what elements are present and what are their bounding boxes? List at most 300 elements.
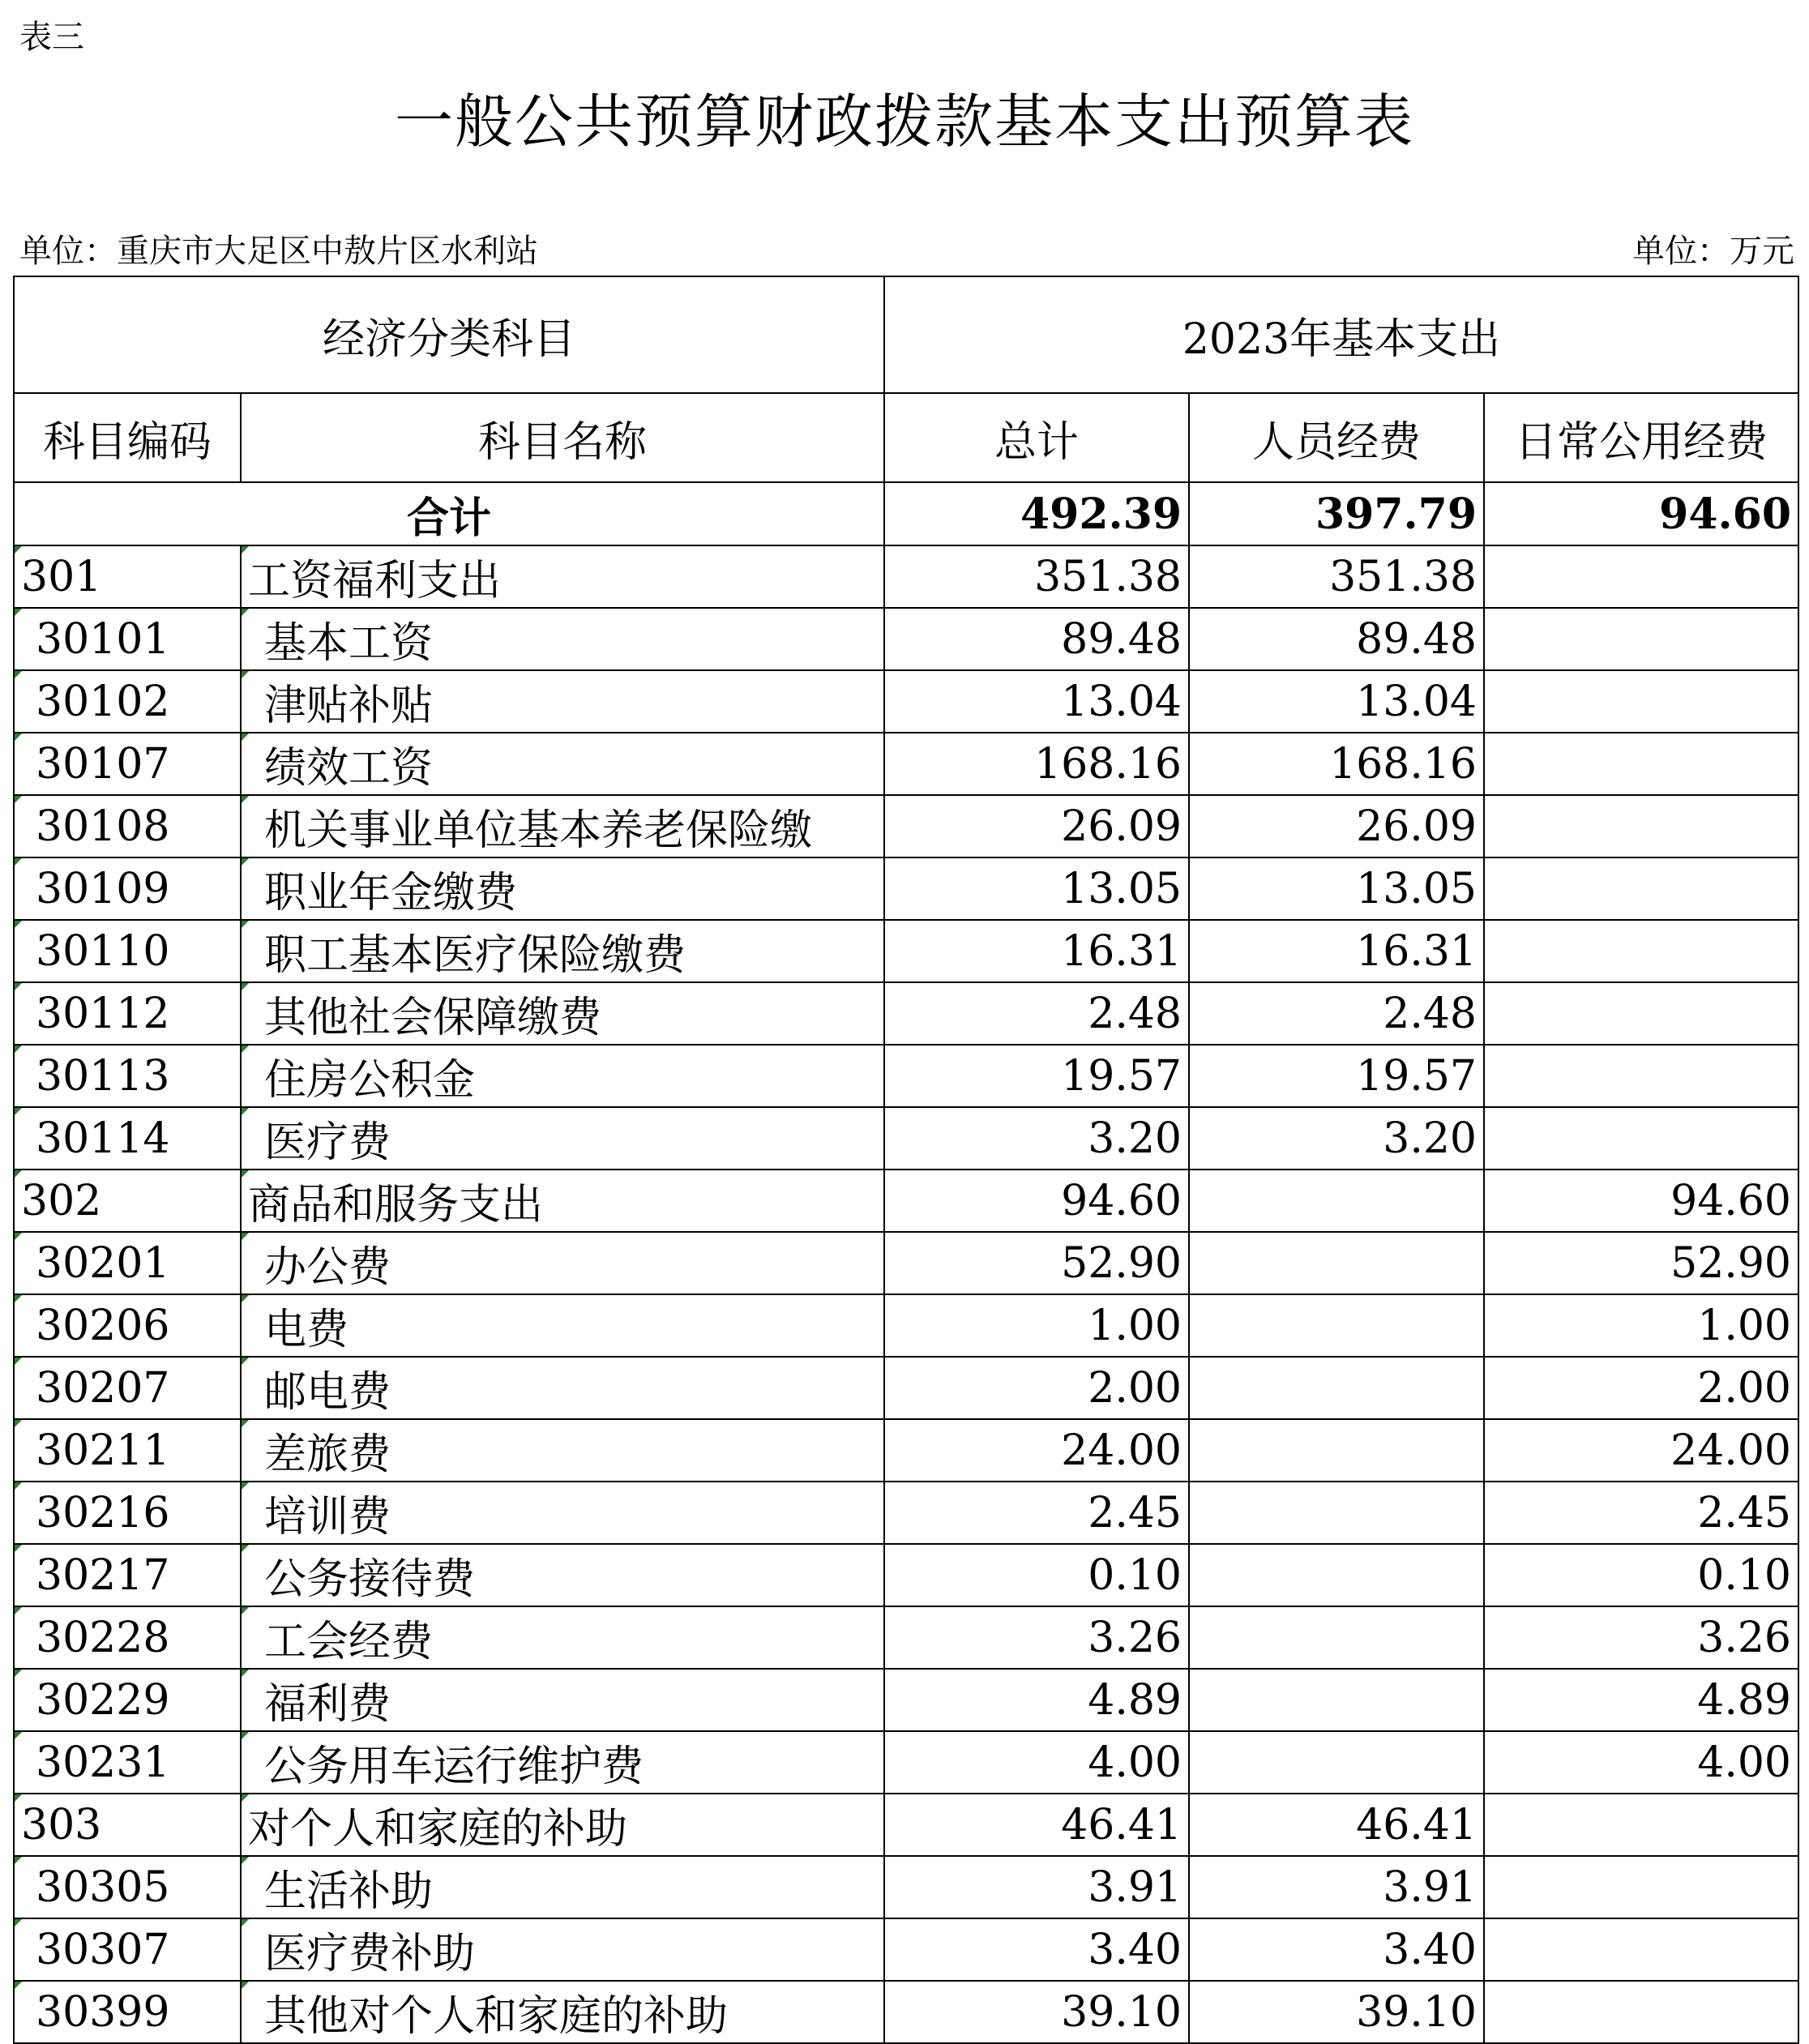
row-name <box>241 1232 884 1294</box>
row-daily <box>1484 1794 1798 1856</box>
table-row <box>14 1232 1798 1294</box>
row-total-text: 13.04 <box>1061 677 1182 726</box>
row-total <box>884 733 1189 795</box>
cell-marker-icon <box>15 1170 22 1178</box>
row-name-text: 生活补助 <box>264 1867 434 1916</box>
row-code-text: 30110 <box>36 926 170 976</box>
row-name-text: 公务接待费 <box>264 1555 476 1604</box>
row-total-text: 19.57 <box>1061 1051 1182 1101</box>
column-header-personnel: 人员经费 <box>1189 393 1484 482</box>
table-row <box>14 1918 1798 1981</box>
row-total <box>884 1669 1189 1731</box>
row-code <box>14 670 241 733</box>
table-row <box>14 545 1798 608</box>
row-daily <box>1484 1170 1798 1232</box>
row-personnel-text: 2.48 <box>1383 989 1478 1038</box>
row-name-text: 医疗费 <box>264 1118 391 1167</box>
table-row <box>14 1107 1798 1170</box>
row-personnel-text: 3.40 <box>1383 1925 1478 1974</box>
cell-marker-icon <box>15 1545 22 1552</box>
row-code <box>14 1232 241 1294</box>
row-daily-text: 24.00 <box>1670 1426 1792 1475</box>
row-code-text: 30207 <box>36 1363 170 1413</box>
row-total-text: 52.90 <box>1061 1238 1182 1288</box>
row-name <box>241 1294 884 1357</box>
cell-marker-icon <box>242 1046 249 1053</box>
row-daily <box>1484 1107 1798 1170</box>
unit-organization: 单位：重庆市大足区中敖片区水利站 <box>19 233 538 270</box>
cell-marker-icon <box>242 1545 249 1552</box>
row-total <box>884 1107 1189 1170</box>
column-header-name: 科目名称 <box>241 393 884 482</box>
row-code <box>14 1606 241 1669</box>
row-personnel <box>1189 920 1484 982</box>
row-daily-text: 94.60 <box>1670 1176 1792 1225</box>
row-total <box>884 1170 1189 1232</box>
cell-marker-icon <box>242 733 249 741</box>
row-daily <box>1484 1294 1798 1357</box>
cell-marker-icon <box>242 546 249 554</box>
table-row <box>14 795 1798 857</box>
row-personnel-text: 26.09 <box>1356 802 1478 851</box>
row-code <box>14 1045 241 1107</box>
row-total-text: 4.00 <box>1088 1738 1182 1787</box>
budget-table <box>13 276 1799 2044</box>
row-code-text: 302 <box>21 1176 102 1225</box>
row-personnel <box>1189 982 1484 1045</box>
row-name <box>241 1981 884 2043</box>
row-code <box>14 545 241 608</box>
unit-currency: 单位：万元 <box>1632 233 1794 270</box>
row-total <box>884 1419 1189 1482</box>
row-total <box>884 545 1189 608</box>
row-name <box>241 1045 884 1107</box>
row-daily-text: 1.00 <box>1697 1301 1792 1350</box>
row-name <box>241 1794 884 1856</box>
row-total <box>884 1294 1189 1357</box>
row-total <box>884 608 1189 670</box>
row-total-text: 13.05 <box>1061 864 1182 913</box>
row-daily-text: 2.00 <box>1697 1363 1792 1413</box>
cell-marker-icon <box>242 1732 249 1739</box>
row-personnel <box>1189 545 1484 608</box>
cell-marker-icon <box>15 1670 22 1677</box>
row-name <box>241 1170 884 1232</box>
row-personnel-text: 168.16 <box>1329 739 1478 789</box>
row-total <box>884 795 1189 857</box>
row-total-text: 3.40 <box>1088 1925 1182 1974</box>
row-personnel <box>1189 1794 1484 1856</box>
cell-marker-icon <box>242 921 249 928</box>
table-row <box>14 1731 1798 1794</box>
row-code <box>14 1294 241 1357</box>
row-code-text: 30211 <box>36 1426 170 1475</box>
table-row <box>14 1606 1798 1669</box>
row-total-text: 39.10 <box>1061 1987 1182 2037</box>
row-name-text: 津贴补贴 <box>264 682 434 730</box>
total-sum: 492.39 <box>884 482 1189 545</box>
cell-marker-icon <box>242 858 249 866</box>
row-personnel <box>1189 608 1484 670</box>
cell-marker-icon <box>15 1233 22 1240</box>
row-code <box>14 1419 241 1482</box>
row-code-text: 30231 <box>36 1738 170 1787</box>
row-name <box>241 545 884 608</box>
row-name <box>241 1669 884 1731</box>
row-personnel <box>1189 670 1484 733</box>
table-row <box>14 1544 1798 1606</box>
row-name-text: 电费 <box>264 1306 349 1354</box>
row-name <box>241 795 884 857</box>
cell-marker-icon <box>15 1794 22 1802</box>
cell-marker-icon <box>242 1358 249 1365</box>
row-personnel <box>1189 1170 1484 1232</box>
row-name <box>241 1107 884 1170</box>
row-code-text: 30206 <box>36 1301 170 1350</box>
row-name <box>241 857 884 920</box>
row-daily <box>1484 608 1798 670</box>
header-row-group <box>14 276 1798 393</box>
cell-marker-icon <box>242 1794 249 1802</box>
row-daily <box>1484 1232 1798 1294</box>
row-total-text: 24.00 <box>1061 1426 1182 1475</box>
row-code-text: 30109 <box>36 864 170 913</box>
row-code-text: 30399 <box>36 1987 170 2037</box>
row-personnel <box>1189 1918 1484 1981</box>
total-personnel: 397.79 <box>1189 482 1484 545</box>
row-personnel <box>1189 1232 1484 1294</box>
cell-marker-icon <box>15 1295 22 1302</box>
row-total-text: 168.16 <box>1034 739 1182 789</box>
row-daily <box>1484 670 1798 733</box>
cell-marker-icon <box>15 1358 22 1365</box>
cell-marker-icon <box>15 1420 22 1427</box>
table-row <box>14 1419 1798 1482</box>
row-name <box>241 1544 884 1606</box>
row-personnel <box>1189 1981 1484 2043</box>
row-code-text: 30113 <box>36 1051 170 1101</box>
row-name-text: 住房公积金 <box>264 1056 476 1105</box>
row-personnel <box>1189 1357 1484 1419</box>
row-total-text: 46.41 <box>1061 1800 1182 1849</box>
row-personnel-text: 16.31 <box>1356 926 1478 976</box>
row-code <box>14 608 241 670</box>
row-name <box>241 1482 884 1544</box>
row-code <box>14 1918 241 1981</box>
row-daily-text: 3.26 <box>1697 1613 1792 1662</box>
cell-marker-icon <box>242 1295 249 1302</box>
row-code-text: 30228 <box>36 1613 170 1662</box>
row-daily <box>1484 1918 1798 1981</box>
row-name-text: 其他对个人和家庭的补助 <box>264 1992 729 2041</box>
table-row <box>14 920 1798 982</box>
table-number-label: 表三 <box>19 19 84 56</box>
row-daily-text: 4.89 <box>1697 1675 1792 1725</box>
row-name-text: 基本工资 <box>264 619 434 668</box>
cell-marker-icon <box>15 546 22 554</box>
table-row <box>14 1669 1798 1731</box>
row-personnel <box>1189 1482 1484 1544</box>
row-name <box>241 1918 884 1981</box>
row-name-text: 商品和服务支出 <box>248 1181 544 1229</box>
table-row <box>14 982 1798 1045</box>
row-code-text: 30216 <box>36 1488 170 1537</box>
row-personnel-text: 46.41 <box>1356 1800 1478 1849</box>
row-total <box>884 1606 1189 1669</box>
row-code-text: 30112 <box>36 989 170 1038</box>
row-code <box>14 982 241 1045</box>
cell-marker-icon <box>242 1482 249 1490</box>
row-total-text: 94.60 <box>1061 1176 1182 1225</box>
row-personnel <box>1189 1856 1484 1918</box>
cell-marker-icon <box>242 1857 249 1864</box>
row-code <box>14 1482 241 1544</box>
total-row <box>14 482 1798 545</box>
cell-marker-icon <box>15 983 22 990</box>
row-daily <box>1484 1731 1798 1794</box>
table-row <box>14 857 1798 920</box>
table-row <box>14 1294 1798 1357</box>
row-personnel-text: 351.38 <box>1329 552 1478 601</box>
row-name-text: 职业年金缴费 <box>264 869 518 917</box>
row-code <box>14 795 241 857</box>
row-name-text: 办公费 <box>264 1243 391 1292</box>
row-personnel-text: 3.20 <box>1383 1114 1478 1163</box>
row-personnel <box>1189 857 1484 920</box>
row-total <box>884 1981 1189 2043</box>
column-header-code: 科目编码 <box>14 393 241 482</box>
cell-marker-icon <box>242 796 249 803</box>
row-code-text: 30108 <box>36 802 170 851</box>
row-code-text: 30107 <box>36 739 170 789</box>
row-total-text: 3.20 <box>1088 1114 1182 1163</box>
row-total <box>884 920 1189 982</box>
row-total-text: 2.48 <box>1088 989 1182 1038</box>
row-code <box>14 733 241 795</box>
row-code-text: 30201 <box>36 1238 170 1288</box>
row-name <box>241 1357 884 1419</box>
row-personnel-text: 3.91 <box>1383 1862 1478 1912</box>
cell-marker-icon <box>15 1046 22 1053</box>
cell-marker-icon <box>15 921 22 928</box>
row-personnel-text: 13.04 <box>1356 677 1478 726</box>
row-total-text: 89.48 <box>1061 614 1182 664</box>
row-personnel-text: 39.10 <box>1356 1987 1478 2037</box>
row-personnel <box>1189 795 1484 857</box>
cell-marker-icon <box>15 1857 22 1864</box>
row-total-text: 3.91 <box>1088 1862 1182 1912</box>
row-total-text: 351.38 <box>1034 552 1182 601</box>
row-personnel <box>1189 1045 1484 1107</box>
row-daily <box>1484 795 1798 857</box>
table-row <box>14 1981 1798 2043</box>
row-total-text: 26.09 <box>1061 802 1182 851</box>
row-name-text: 医疗费补助 <box>264 1930 476 1978</box>
row-personnel-text: 89.48 <box>1356 614 1478 664</box>
row-daily <box>1484 733 1798 795</box>
table-row <box>14 1170 1798 1232</box>
cell-marker-icon <box>242 1108 249 1115</box>
table-row <box>14 1794 1798 1856</box>
row-code-text: 303 <box>21 1800 102 1849</box>
row-total <box>884 1357 1189 1419</box>
row-code-text: 30101 <box>36 614 170 664</box>
row-code <box>14 1794 241 1856</box>
cell-marker-icon <box>242 1420 249 1427</box>
cell-marker-icon <box>242 1233 249 1240</box>
row-name-text: 职工基本医疗保险缴费 <box>264 931 686 980</box>
row-code-text: 30217 <box>36 1550 170 1600</box>
row-total <box>884 1918 1189 1981</box>
row-total-text: 3.26 <box>1088 1613 1182 1662</box>
row-personnel-text: 13.05 <box>1356 864 1478 913</box>
row-personnel <box>1189 1606 1484 1669</box>
row-total <box>884 1045 1189 1107</box>
table-row <box>14 670 1798 733</box>
row-name <box>241 1419 884 1482</box>
row-name <box>241 608 884 670</box>
table-row <box>14 1482 1798 1544</box>
row-name <box>241 1856 884 1918</box>
row-code <box>14 1544 241 1606</box>
row-code <box>14 857 241 920</box>
cell-marker-icon <box>242 1607 249 1614</box>
row-total <box>884 857 1189 920</box>
row-daily-text: 0.10 <box>1697 1550 1792 1600</box>
row-name <box>241 1731 884 1794</box>
cell-marker-icon <box>242 609 249 616</box>
row-name <box>241 733 884 795</box>
table-row <box>14 1357 1798 1419</box>
row-name-text: 邮电费 <box>264 1368 391 1417</box>
row-total <box>884 982 1189 1045</box>
row-code <box>14 1669 241 1731</box>
row-daily <box>1484 1544 1798 1606</box>
row-personnel <box>1189 1294 1484 1357</box>
row-code-text: 30307 <box>36 1925 170 1974</box>
row-total-text: 1.00 <box>1088 1301 1182 1350</box>
row-personnel <box>1189 1731 1484 1794</box>
row-total-text: 0.10 <box>1088 1550 1182 1600</box>
row-code <box>14 920 241 982</box>
row-total <box>884 1232 1189 1294</box>
header-row-columns <box>14 393 1798 482</box>
row-total <box>884 670 1189 733</box>
row-daily <box>1484 1606 1798 1669</box>
row-name <box>241 670 884 733</box>
row-name-text: 公务用车运行维护费 <box>264 1743 644 1791</box>
row-code <box>14 1731 241 1794</box>
cell-marker-icon <box>15 1982 22 1989</box>
row-daily <box>1484 1856 1798 1918</box>
row-daily <box>1484 1669 1798 1731</box>
row-daily <box>1484 1357 1798 1419</box>
row-daily-text: 4.00 <box>1697 1738 1792 1787</box>
row-daily-text: 2.45 <box>1697 1488 1792 1537</box>
row-code <box>14 1107 241 1170</box>
cell-marker-icon <box>15 733 22 741</box>
basic-expenditure-header: 2023年基本支出 <box>884 276 1798 393</box>
row-code <box>14 1856 241 1918</box>
row-name-text: 绩效工资 <box>264 744 434 793</box>
row-personnel <box>1189 1669 1484 1731</box>
row-personnel <box>1189 1419 1484 1482</box>
row-total <box>884 1544 1189 1606</box>
cell-marker-icon <box>15 671 22 678</box>
row-code-text: 30305 <box>36 1862 170 1912</box>
row-name <box>241 1606 884 1669</box>
cell-marker-icon <box>15 1919 22 1926</box>
row-total-text: 16.31 <box>1061 926 1182 976</box>
table-row <box>14 733 1798 795</box>
row-total <box>884 1856 1189 1918</box>
row-daily <box>1484 1981 1798 2043</box>
row-code-text: 30114 <box>36 1114 170 1163</box>
row-daily <box>1484 545 1798 608</box>
row-name-text: 其他社会保障缴费 <box>264 994 602 1042</box>
row-name <box>241 920 884 982</box>
row-name-text: 工资福利支出 <box>248 557 502 605</box>
row-name <box>241 982 884 1045</box>
row-daily <box>1484 1482 1798 1544</box>
row-code-text: 30102 <box>36 677 170 726</box>
row-name-text: 对个人和家庭的补助 <box>248 1805 628 1854</box>
cell-marker-icon <box>15 1732 22 1739</box>
cell-marker-icon <box>15 1607 22 1614</box>
total-label: 合计 <box>14 482 884 545</box>
cell-marker-icon <box>15 609 22 616</box>
row-daily <box>1484 1045 1798 1107</box>
row-code <box>14 1170 241 1232</box>
row-daily <box>1484 857 1798 920</box>
row-total <box>884 1482 1189 1544</box>
row-total <box>884 1794 1189 1856</box>
row-total-text: 2.45 <box>1088 1488 1182 1537</box>
row-name-text: 差旅费 <box>264 1430 391 1479</box>
cell-marker-icon <box>15 858 22 866</box>
table-row <box>14 1856 1798 1918</box>
economic-classification-header: 经济分类科目 <box>14 276 884 393</box>
row-name-text: 培训费 <box>264 1493 391 1542</box>
cell-marker-icon <box>242 983 249 990</box>
row-name-text: 福利费 <box>264 1680 391 1729</box>
cell-marker-icon <box>15 1482 22 1490</box>
row-total-text: 2.00 <box>1088 1363 1182 1413</box>
cell-marker-icon <box>242 1670 249 1677</box>
column-header-daily: 日常公用经费 <box>1484 393 1798 482</box>
column-header-total: 总计 <box>884 393 1189 482</box>
table-row <box>14 1045 1798 1107</box>
row-daily-text: 52.90 <box>1670 1238 1792 1288</box>
row-personnel-text: 19.57 <box>1356 1051 1478 1101</box>
row-name-text: 工会经费 <box>264 1618 434 1666</box>
row-code-text: 301 <box>21 552 102 601</box>
row-personnel <box>1189 1544 1484 1606</box>
row-name-text: 机关事业单位基本养老保险缴 <box>264 806 813 855</box>
cell-marker-icon <box>242 671 249 678</box>
cell-marker-icon <box>242 1170 249 1178</box>
cell-marker-icon <box>242 1919 249 1926</box>
row-personnel <box>1189 1107 1484 1170</box>
row-daily <box>1484 920 1798 982</box>
cell-marker-icon <box>242 1982 249 1989</box>
table-row <box>14 608 1798 670</box>
cell-marker-icon <box>15 796 22 803</box>
row-daily <box>1484 1419 1798 1482</box>
row-total-text: 4.89 <box>1088 1675 1182 1725</box>
row-personnel <box>1189 733 1484 795</box>
total-daily: 94.60 <box>1484 482 1798 545</box>
